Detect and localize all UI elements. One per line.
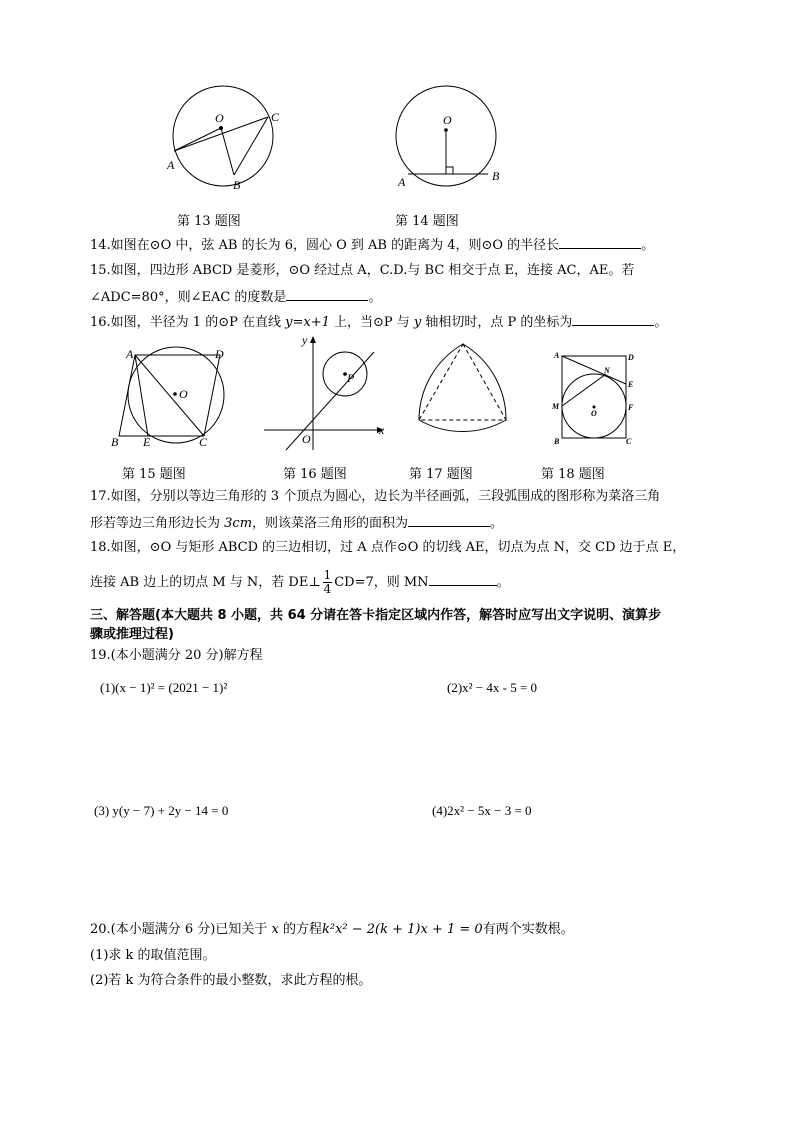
fig13-label-O: O	[215, 111, 224, 125]
question-18-line1: 18.如图，⊙O 与矩形 ABCD 的三边相切，过 A 点作⊙O 的切线 AE，切点为点 N，交 CD 边于点 E，	[90, 540, 686, 555]
question-18-line2	[90, 567, 510, 599]
q16-answer-blank[interactable]	[572, 313, 654, 326]
fig13-line-AO	[174, 128, 221, 151]
fig13-line-OB	[221, 128, 234, 175]
fig14-label-B: B	[492, 169, 500, 183]
fig16-label-x: x	[379, 423, 385, 437]
fig15-label-O: O	[179, 387, 188, 401]
fig15-line-AC	[135, 355, 204, 436]
fig16-y-arrow	[310, 336, 316, 343]
fig15-caption: 第 15 题图	[122, 467, 186, 482]
q17-pre: 形若等边三角形边长为	[90, 516, 225, 531]
q19-part1: (1)(x − 1)² = (2021 − 1)²	[100, 680, 228, 695]
q18-post: CD=7，则 MN	[334, 575, 429, 590]
q20-mid: 的方程	[278, 922, 322, 937]
q15-end: 。	[368, 290, 382, 305]
fig14-center-dot	[444, 128, 448, 132]
q17-end: 。	[490, 516, 504, 531]
fig16-label-P: P	[347, 371, 355, 385]
q17-unit: 3cm	[224, 516, 253, 531]
fig15-label-C: C	[199, 435, 208, 449]
q16-axis: y	[413, 315, 422, 330]
fig17-caption: 第 17 题图	[409, 467, 473, 482]
fig15-label-A: A	[126, 347, 134, 361]
q16-post: 轴相切时，点 P 的坐标为	[421, 315, 573, 330]
fig18-label-F: F	[628, 403, 634, 412]
section-3-heading-line1: 三、解答题(本大题共 8 小题，共 64 分请在答卡指定区域内作答，解答时应写出文字说明、演算步	[90, 608, 662, 623]
figure-16	[262, 332, 390, 454]
fig18-label-M: M	[552, 402, 560, 411]
q16-mid: 上，当⊙P 与	[329, 315, 414, 330]
fig16-line	[286, 352, 374, 450]
question-17-line2	[90, 514, 503, 532]
fig15-label-E: E	[143, 435, 151, 449]
fig16-label-y: y	[302, 333, 308, 347]
q20-sub2: (2)若 k 为符合条件的最小整数，求此方程的根。	[90, 973, 372, 988]
question-15-line1: 15.如图，四边形 ABCD 是菱形，⊙O 经过点 A，C.D.与 BC 相交于点 E，连接 AC，AE。若	[90, 263, 635, 278]
q15-text: ∠ADC=80°，则∠EAC 的度数是	[90, 290, 287, 305]
fig15-label-D: D	[215, 347, 224, 361]
fig18-label-O: O	[591, 409, 597, 418]
q17-answer-blank[interactable]	[408, 514, 490, 527]
section-3-heading-line2: 骤或推理过程)	[90, 627, 174, 642]
question-16	[90, 313, 667, 331]
fig14-label-A: A	[398, 175, 406, 189]
q19-part4: (4)2x² − 5x − 3 = 0	[432, 803, 532, 818]
q18-answer-blank[interactable]	[429, 573, 497, 586]
fig18-label-A: A	[554, 351, 560, 360]
q16-expr: y=x+1	[285, 315, 330, 330]
q17-post: ，则该菜洛三角形的面积为	[252, 516, 409, 531]
fig13-label-B: B	[233, 178, 241, 192]
figure-13	[160, 80, 295, 195]
fig18-label-C: C	[626, 437, 632, 446]
fig18-label-N: N	[604, 366, 610, 375]
fig18-rectangle-ABCD	[562, 356, 626, 438]
fig13-caption: 第 13 题图	[177, 214, 241, 229]
fig13-center-dot	[219, 126, 223, 130]
fig18-segment-MN	[562, 374, 606, 406]
fig17-reuleaux-triangle	[419, 344, 506, 432]
q20-pre: 20.(本小题满分 6 分)已知关于	[90, 922, 272, 937]
q14-answer-blank[interactable]	[559, 236, 641, 249]
fig15-label-B: B	[111, 435, 119, 449]
question-20	[90, 922, 574, 938]
figure-18	[548, 350, 640, 448]
q19-part2: (2)x² − 4x - 5 = 0	[447, 680, 538, 695]
fig13-label-C: C	[271, 110, 280, 124]
q18-pre: 连接 AB 边上的切点 M 与 N，若 DE⊥	[90, 575, 321, 590]
fig14-caption: 第 14 题图	[395, 214, 459, 229]
fig18-label-E: E	[628, 380, 634, 389]
q20-equation: k²x² − 2(k + 1)x + 1 = 0	[321, 922, 483, 937]
q18-end: 。	[496, 575, 510, 590]
fig18-label-D: D	[628, 353, 634, 362]
q20-var: x	[271, 922, 279, 937]
fig14-right-angle-mark	[446, 167, 453, 174]
q18-frac-den: 4	[323, 582, 332, 596]
figure-15	[108, 342, 233, 452]
fig18-label-B: B	[554, 437, 560, 446]
fig14-label-O: O	[443, 113, 452, 127]
fig15-line-AE	[135, 355, 148, 436]
q14-text: 14.如图在⊙O 中，弦 AB 的长为 6，圆心 O 到 AB 的距离为 4，则⊙O 的半径长	[90, 238, 560, 253]
figure-14	[390, 80, 510, 195]
fig17-inner-triangle	[419, 344, 506, 420]
q16-end: 。	[654, 315, 668, 330]
q16-pre: 16.如图，半径为 1 的⊙P 在直线	[90, 315, 286, 330]
fig18-tangent-AE	[562, 356, 626, 384]
question-17-line1: 17.如图，分别以等边三角形的 3 个顶点为圆心，边长为半径画弧，三段弧围成的图形称为菜洛三角	[90, 489, 661, 504]
q19-part3: (3) y(y − 7) + 2y − 14 = 0	[94, 803, 229, 818]
fig16-caption: 第 16 题图	[283, 467, 347, 482]
fig13-label-A: A	[167, 158, 175, 172]
q20-post: 有两个实数根。	[482, 922, 574, 937]
figure-17	[412, 340, 512, 440]
q14-end: 。	[641, 238, 655, 253]
q18-fraction	[323, 569, 333, 596]
fig15-center-dot	[173, 392, 177, 396]
question-19-title: 19.(本小题满分 20 分)解方程	[90, 648, 263, 663]
q18-frac-num: 1	[323, 568, 332, 582]
q20-sub1: (1)求 k 的取值范围。	[90, 948, 216, 963]
fig18-caption: 第 18 题图	[541, 467, 605, 482]
question-15-line2	[90, 288, 381, 306]
q15-answer-blank[interactable]	[286, 288, 368, 301]
fig16-label-O: O	[302, 432, 311, 446]
question-14	[90, 236, 654, 254]
